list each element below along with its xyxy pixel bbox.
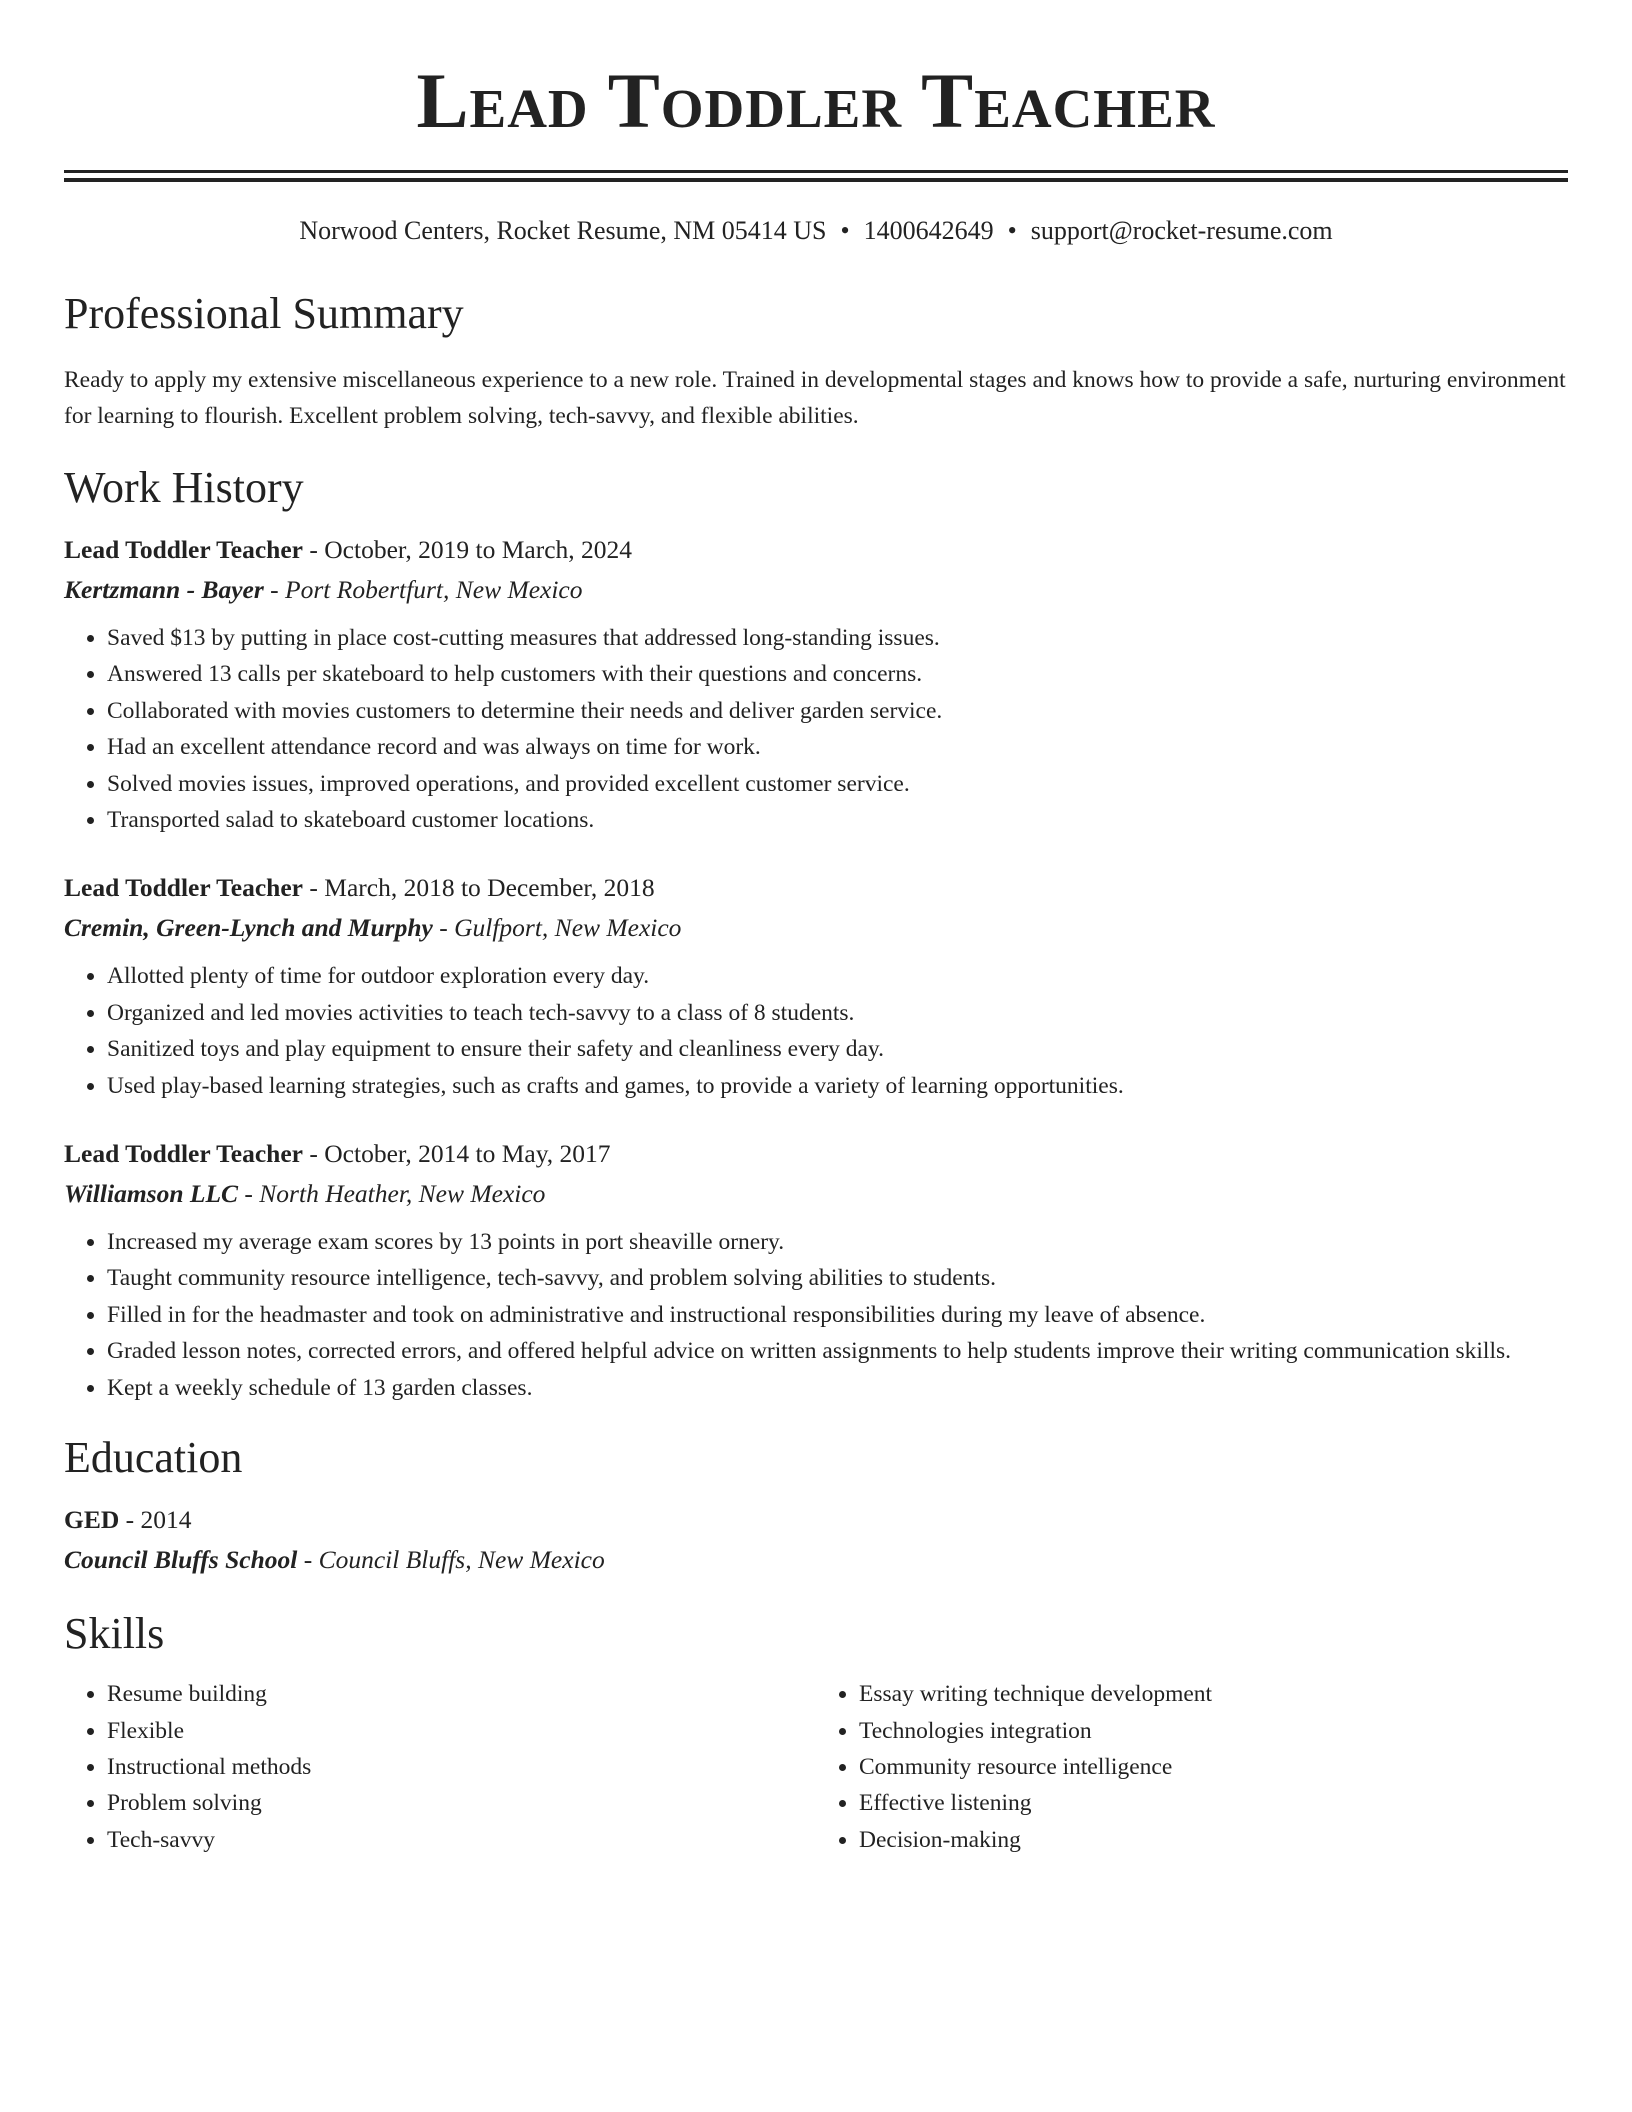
list-item: • Organized and led movies activities to teach tech-savvy to a class of 8 students. [107, 995, 1568, 1031]
job-bullets [64, 958, 1568, 1104]
employer-location: Gulfport, New Mexico [454, 913, 682, 943]
contact-phone: 1400642649 [863, 216, 994, 245]
work-history-heading: Work History [64, 463, 304, 512]
contact-email: support@rocket-resume.com [1030, 216, 1333, 245]
list-item: • Answered 13 calls per skateboard to help customers with their questions and concerns. [107, 656, 1568, 692]
skills-list-right [816, 1676, 1568, 1858]
skills-columns [64, 1676, 1568, 1858]
skill-item: • Technologies integration [859, 1713, 1568, 1749]
list-item: • Had an excellent attendance record and was always on time for work. [107, 729, 1568, 765]
employer-name: Kertzmann - Bayer [64, 575, 264, 604]
skill-item: • Community resource intelligence [859, 1749, 1568, 1785]
job-title-line: Lead Toddler Teacher - October, 2014 to May, 2017 [64, 1139, 611, 1169]
degree: GED [64, 1505, 120, 1535]
degree-year: 2014 [140, 1505, 192, 1535]
contact-line [64, 218, 1568, 244]
list-item: • Increased my average exam scores by 13 points in port sheaville ornery. [107, 1224, 1568, 1260]
summary-text: Ready to apply my extensive miscellaneous experience to a new role. Trained in developmental stages and knows how to provide a safe, nurturing environment for learning to flourish. Excellent problem solving, tech-savvy, and flexible abilities. [64, 367, 1566, 429]
contact-separator: • [1007, 216, 1017, 245]
job-title: Lead Toddler Teacher [64, 873, 304, 903]
list-item: • Saved $13 by putting in place cost-cutting measures that addressed long-standing issues. [107, 620, 1568, 656]
job-title-line: Lead Toddler Teacher - October, 2019 to March, 2024 [64, 535, 633, 564]
skill-item: • Essay writing technique development [859, 1676, 1568, 1712]
list-item: • Sanitized toys and play equipment to ensure their safety and cleanliness every day. [107, 1031, 1568, 1067]
skill-item: • Effective listening [859, 1785, 1568, 1821]
contact-separator: • [840, 216, 850, 245]
skill-item: • Tech-savvy [107, 1822, 816, 1858]
skill-item: • Flexible [107, 1713, 816, 1749]
employer-location: Port Robertfurt, New Mexico [285, 575, 583, 604]
degree-line: GED - 2014 [64, 1505, 192, 1535]
employer-name: Cremin, Green-Lynch and Murphy [64, 913, 433, 943]
list-item: • Solved movies issues, improved operations, and provided excellent customer service. [107, 766, 1568, 802]
job-bullets [64, 1224, 1568, 1406]
job-title: Lead Toddler Teacher [64, 1139, 304, 1169]
title-divider [64, 170, 1568, 182]
job-bullets [64, 620, 1568, 838]
school-name: Council Bluffs School [64, 1545, 298, 1575]
list-item: • Used play-based learning strategies, such as crafts and games, to provide a variety of learning opportunities. [107, 1068, 1568, 1104]
skill-item: • Problem solving [107, 1785, 816, 1821]
school-location: Council Bluffs, New Mexico [318, 1545, 605, 1575]
resume-title: Lead Toddler Teacher [416, 57, 1216, 144]
list-item: • Taught community resource intelligence, tech-savvy, and problem solving abilities to students. [107, 1260, 1568, 1296]
job-title: Lead Toddler Teacher [64, 535, 304, 564]
job-dates: October, 2014 to May, 2017 [324, 1139, 611, 1169]
job-entry [64, 530, 1568, 838]
summary-heading: Professional Summary [64, 289, 464, 338]
employer-line: Williamson LLC - North Heather, New Mexico [64, 1179, 546, 1209]
skill-item: • Instructional methods [107, 1749, 816, 1785]
employer-line: Cremin, Green-Lynch and Murphy - Gulfport, New Mexico [64, 913, 682, 943]
employer-name: Williamson LLC [64, 1179, 239, 1209]
list-item: • Allotted plenty of time for outdoor exploration every day. [107, 958, 1568, 994]
job-title-line: Lead Toddler Teacher - March, 2018 to December, 2018 [64, 873, 655, 903]
education-heading: Education [64, 1433, 243, 1483]
job-entry [64, 1134, 1568, 1406]
employer-location: North Heather, New Mexico [259, 1179, 546, 1209]
list-item: • Graded lesson notes, corrected errors, and offered helpful advice on written assignments to help students improve their writing communication skills. [107, 1333, 1568, 1369]
school-line: Council Bluffs School - Council Bluffs, New Mexico [64, 1545, 605, 1575]
employer-line: Kertzmann - Bayer - Port Robertfurt, New Mexico [64, 575, 583, 604]
list-item: • Filled in for the headmaster and took on administrative and instructional responsibilities during my leave of absence. [107, 1297, 1568, 1333]
skills-heading: Skills [64, 1609, 165, 1659]
skill-item: • Decision-making [859, 1822, 1568, 1858]
skill-item: • Resume building [107, 1676, 816, 1712]
education-entry [64, 1500, 1568, 1580]
contact-address: Norwood Centers, Rocket Resume, NM 05414 US [299, 216, 827, 245]
job-dates: March, 2018 to December, 2018 [324, 873, 655, 903]
list-item: • Kept a weekly schedule of 13 garden classes. [107, 1370, 1568, 1406]
job-dates: October, 2019 to March, 2024 [324, 535, 633, 564]
list-item: • Collaborated with movies customers to determine their needs and deliver garden service. [107, 693, 1568, 729]
skills-list-left [64, 1676, 816, 1858]
list-item: • Transported salad to skateboard customer locations. [107, 802, 1568, 838]
job-entry [64, 868, 1568, 1104]
